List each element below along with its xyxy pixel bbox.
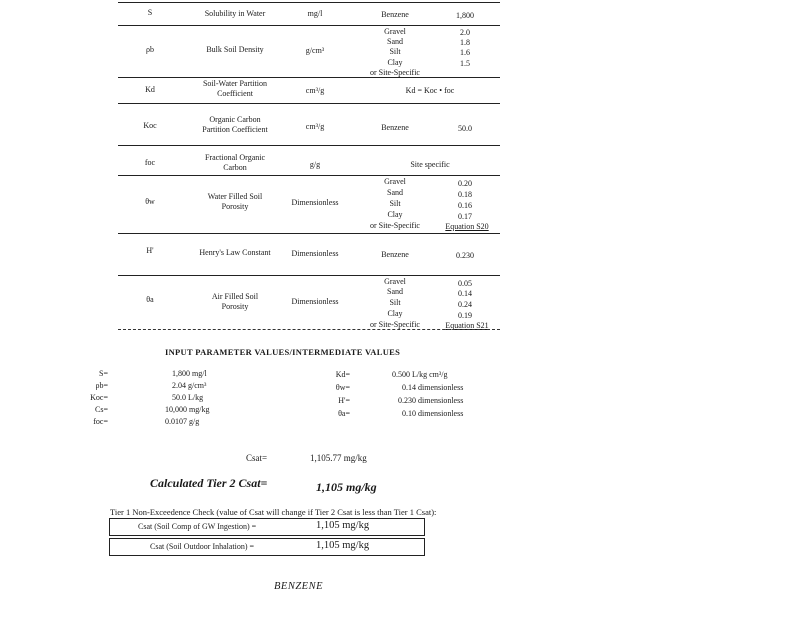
row-parameter: Carbon	[223, 163, 247, 172]
row-symbol: θw	[145, 197, 155, 206]
soil-type-label: Gravel	[384, 277, 406, 286]
input-value: 50.0 L/kg	[172, 393, 204, 402]
input-label: Cs=	[95, 405, 108, 414]
soil-value: 2.0	[460, 28, 470, 37]
csat-box-value: 1,105 mg/kg	[316, 520, 370, 531]
soil-value: 0.19	[458, 311, 472, 320]
input-label: θw=	[335, 383, 350, 392]
calculated-tier2-label: Calculated Tier 2 Csat=	[150, 476, 268, 490]
soil-value: 0.24	[458, 300, 472, 309]
row-value: 50.0	[458, 124, 472, 133]
table-rule	[118, 77, 500, 78]
row-unit: g/cm³	[305, 46, 325, 55]
input-value: 0.500 L/kg cm³/g	[392, 370, 448, 379]
soil-type-label: Clay	[387, 309, 403, 318]
non-exceedence-check: Tier 1 Non-Exceedence Check (value of Csat will change if Tier 2 Csat is less than Tier 1 Csat):	[110, 507, 437, 517]
site-specific-note: or Site-Specific	[370, 68, 420, 77]
soil-value: 1.5	[460, 59, 470, 68]
soil-type-label: Clay	[387, 210, 403, 219]
table-rule	[118, 175, 500, 176]
chemical-name: BENZENE	[274, 581, 324, 592]
row-parameter: Partition Coefficient	[202, 125, 268, 134]
row-symbol: S	[147, 8, 153, 17]
row-unit: cm³/g	[305, 86, 325, 95]
table-rule	[118, 2, 500, 3]
soil-type-label: Gravel	[384, 27, 406, 36]
input-value: 10,000 mg/kg	[165, 405, 210, 414]
site-specific-note: or Site-Specific	[370, 221, 420, 230]
row-symbol: H'	[146, 246, 154, 255]
row-unit: Dimensionless	[291, 297, 339, 306]
row-parameter: Soil-Water Partition	[202, 79, 267, 88]
row-unit: mg/l	[307, 9, 323, 18]
row-source: Benzene	[381, 10, 409, 19]
row-parameter: Henry's Law Constant	[199, 248, 271, 257]
input-label: Kd=	[335, 370, 350, 379]
row-unit: Dimensionless	[291, 198, 339, 207]
soil-type-label: Sand	[387, 287, 403, 296]
table-rule	[118, 103, 500, 104]
row-parameter: Porosity	[221, 302, 249, 311]
soil-value: 0.18	[458, 190, 472, 199]
row-parameter: Coefficient	[217, 89, 253, 98]
row-parameter: Water Filled Soil	[207, 192, 263, 201]
soil-type-label: Sand	[387, 37, 403, 46]
soil-value: 0.14	[458, 289, 472, 298]
input-value: 0.14 dimensionless	[402, 383, 464, 392]
input-value: 0.0107 g/g	[165, 417, 200, 426]
row-value: 0.230	[456, 251, 474, 260]
csat-label: Csat=	[246, 453, 268, 463]
row-source: Site specific	[410, 160, 450, 169]
row-parameter: Organic Carbon	[209, 115, 261, 124]
soil-type-label: Silt	[389, 47, 401, 56]
row-symbol: Koc	[143, 121, 157, 130]
soil-value: 0.20	[458, 179, 472, 188]
calculated-tier2-value: 1,105 mg/kg	[316, 480, 377, 494]
soil-type-label: Silt	[389, 298, 401, 307]
row-parameter: Solubility in Water	[204, 9, 266, 18]
equation-ref: Equation S21	[445, 321, 489, 330]
input-label: S=	[99, 369, 108, 378]
csat-value: 1,105.77 mg/kg	[310, 453, 367, 463]
soil-value: 0.05	[458, 279, 472, 288]
row-parameter: Fractional Organic	[204, 153, 266, 162]
csat-box-row	[109, 518, 425, 536]
csat-box-label: Csat (Soil Comp of GW Ingestion) =	[138, 522, 257, 531]
soil-type-label: Silt	[389, 199, 401, 208]
table-rule	[118, 145, 500, 146]
input-label: Koc=	[90, 393, 108, 402]
input-value: 1,800 mg/l	[172, 369, 207, 378]
input-label: H'=	[338, 396, 350, 405]
input-value: 2.04 g/cm³	[172, 381, 207, 390]
soil-type-label: Sand	[387, 188, 403, 197]
table-rule	[118, 233, 500, 234]
row-parameter: Bulk Soil Density	[206, 45, 264, 54]
soil-value: 0.17	[458, 212, 472, 221]
table-rule	[118, 25, 500, 26]
row-symbol: Kd	[145, 85, 155, 94]
equation-ref: Equation S20	[445, 222, 489, 231]
csat-box-label: Csat (Soil Outdoor Inhalation) =	[150, 542, 255, 551]
row-symbol: θa	[146, 295, 154, 304]
input-label: foc=	[93, 417, 108, 426]
row-unit: g/g	[309, 160, 321, 169]
input-value: 0.10 dimensionless	[402, 409, 464, 418]
row-parameter: Air Filled Soil	[211, 292, 259, 301]
soil-value: 1.8	[460, 38, 470, 47]
csat-box-row	[109, 538, 425, 556]
csat-box-value: 1,105 mg/kg	[316, 540, 370, 551]
site-specific-note: or Site-Specific	[370, 320, 420, 329]
row-symbol: ρb	[146, 45, 154, 54]
table-rule	[118, 329, 500, 330]
table-rule	[118, 275, 500, 276]
input-label: θa=	[338, 409, 350, 418]
row-source: Benzene	[381, 123, 409, 132]
input-values-heading: INPUT PARAMETER VALUES/INTERMEDIATE VALUES	[165, 347, 401, 357]
row-parameter: Porosity	[221, 202, 249, 211]
row-value: 1,800	[456, 11, 474, 20]
row-source: Benzene	[381, 250, 409, 259]
row-unit: cm³/g	[305, 122, 325, 131]
soil-type-label: Clay	[387, 58, 403, 67]
soil-type-label: Gravel	[384, 177, 406, 186]
row-symbol: foc	[144, 158, 156, 167]
row-formula: Kd = Koc • foc	[405, 86, 455, 95]
soil-value: 0.16	[458, 201, 472, 210]
row-unit: Dimensionless	[291, 249, 339, 258]
input-label: ρb=	[95, 381, 108, 390]
input-value: 0.230 dimensionless	[398, 396, 464, 405]
soil-value: 1.6	[460, 48, 470, 57]
